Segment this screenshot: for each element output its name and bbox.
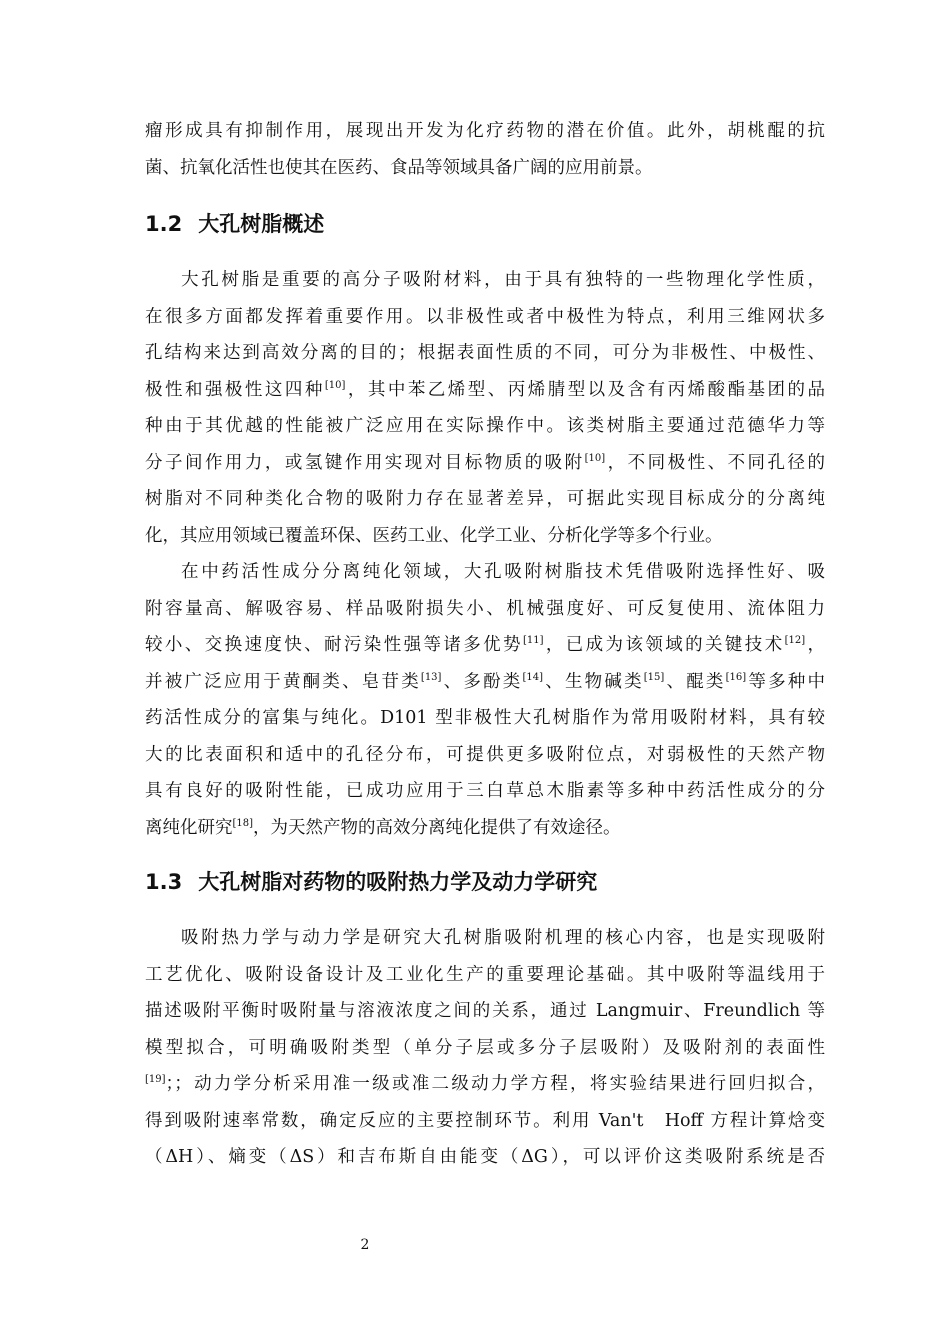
section-number: 1.3 — [145, 870, 183, 894]
section-title: 大孔树脂对药物的吸附热力学及动力学研究 — [198, 870, 598, 894]
text-line: 大的比表面积和适中的孔径分布，可提供更多吸附位点，对弱极性的天然产物 — [145, 744, 825, 765]
citation: [16] — [725, 671, 747, 683]
text-span: ，不同极性、不同孔径的 — [605, 452, 826, 473]
text-line: 菌、抗氧化活性也使其在医药、食品等领域具备广阔的应用前景。 — [145, 157, 653, 178]
text-line: 药活性成分的富集与纯化。D101 型非极性大孔树脂作为常用吸附材料，具有较 — [145, 708, 825, 728]
citation: [12] — [784, 635, 806, 646]
text-span: 、醌类 — [664, 671, 726, 692]
section-heading-1-2 — [145, 210, 825, 238]
text-span: ，已成为该领域的关键技术 — [543, 635, 785, 655]
text-line — [145, 1066, 825, 1103]
text-line: 模型拟合，可明确吸附类型（单分子层或多分子层吸附）及吸附剂的表面性 — [145, 1037, 825, 1058]
text-span: ；；动力学分析采用准一级或准二级动力学方程，将实验结果进行回归拟合， — [165, 1074, 825, 1094]
text-line: 吸附热力学与动力学是研究大孔树脂吸附机理的核心内容，也是实现吸附 — [181, 928, 825, 948]
text-span: 极性和强极性这四种 — [145, 379, 325, 400]
text-span: 、多酚类 — [441, 671, 523, 692]
text-line: 大孔树脂是重要的高分子吸附材料，由于具有独特的一些物理化学性质， — [181, 270, 825, 290]
citation: [13] — [420, 671, 442, 683]
text-line: 化，其应用领域已覆盖环保、医药工业、化学工业、分析化学等多个行业。 — [145, 525, 723, 546]
citation: [19] — [145, 1074, 166, 1085]
citation: [14] — [522, 671, 544, 683]
text-line: 得到吸附速率常数，确定反应的主要控制环节。利用 Van't Hoff 方程计算焓变 — [145, 1110, 825, 1131]
citation: [10] — [584, 452, 606, 464]
text-span: 、生物碱类 — [543, 671, 644, 692]
text-line: 在很多方面都发挥着重要作用。以非极性或者中极性为特点，利用三维网状多 — [145, 306, 825, 327]
paragraph — [145, 554, 825, 846]
text-line: 种由于其优越的性能被广泛应用在实际操作中。该类树脂主要通过范德华力等 — [145, 416, 825, 436]
citation: [18] — [232, 817, 254, 829]
text-line: （ΔH）、熵变（ΔS）和吉布斯自由能变（ΔG），可以评价这类吸附系统是否 — [145, 1147, 825, 1167]
text-line: 描述吸附平衡时吸附量与溶液浓度之间的关系，通过 Langmuir、Freundlich 等 — [145, 1001, 825, 1021]
citation: [11] — [522, 635, 544, 646]
text-line: 附容量高、解吸容易、样品吸附损失小、机械强度好、可反复使用、流体阻力 — [145, 598, 825, 619]
text-line: 孔结构来达到高效分离的目的；根据表面性质的不同，可分为非极性、中极性、 — [145, 343, 825, 363]
text-line: 工艺优化、吸附设备设计及工业化生产的重要理论基础。其中吸附等温线用于 — [145, 964, 825, 985]
text-span: ， — [805, 635, 826, 655]
text-span: ，为天然产物的高效分离纯化提供了有效途径。 — [253, 817, 621, 838]
text-span: ，其中苯乙烯型、丙烯腈型以及含有丙烯酸酯基团的品 — [345, 379, 826, 400]
section-title: 大孔树脂概述 — [198, 212, 325, 236]
text-span: 较小、交换速度快、耐污染性强等诸多优势 — [145, 635, 523, 655]
page-number: 2 — [360, 1237, 370, 1253]
text-line: 在中药活性成分分离纯化领域，大孔吸附树脂技术凭借吸附选择性好、吸 — [181, 562, 825, 582]
text-line: 具有良好的吸附性能，已成功应用于三白草总木脂素等多种中药活性成分的分 — [145, 781, 825, 801]
continued-paragraph — [145, 113, 825, 186]
text-line — [145, 664, 825, 701]
text-line — [145, 445, 825, 482]
text-span: 并被广泛应用于黄酮类、皂苷类 — [145, 671, 421, 692]
section-number: 1.2 — [145, 212, 183, 236]
text-span: 分子间作用力，或氢键作用实现对目标物质的吸附 — [145, 452, 585, 473]
paragraph — [145, 262, 825, 554]
text-line: 树脂对不同种类化合物的吸附力存在显著差异，可据此实现目标成分的分离纯 — [145, 489, 825, 509]
text-span: 等多种中 — [746, 671, 826, 692]
text-span: 离纯化研究 — [145, 817, 233, 838]
text-line — [145, 372, 825, 409]
page-body — [145, 113, 825, 1176]
citation: [10] — [324, 379, 346, 391]
text-line — [145, 627, 825, 664]
citation: [15] — [643, 671, 665, 683]
paragraph — [145, 920, 825, 1176]
text-line — [145, 810, 825, 847]
section-heading-1-3 — [145, 868, 825, 896]
text-line: 瘤形成具有抑制作用，展现出开发为化疗药物的潜在价值。此外，胡桃醌的抗 — [145, 121, 825, 141]
